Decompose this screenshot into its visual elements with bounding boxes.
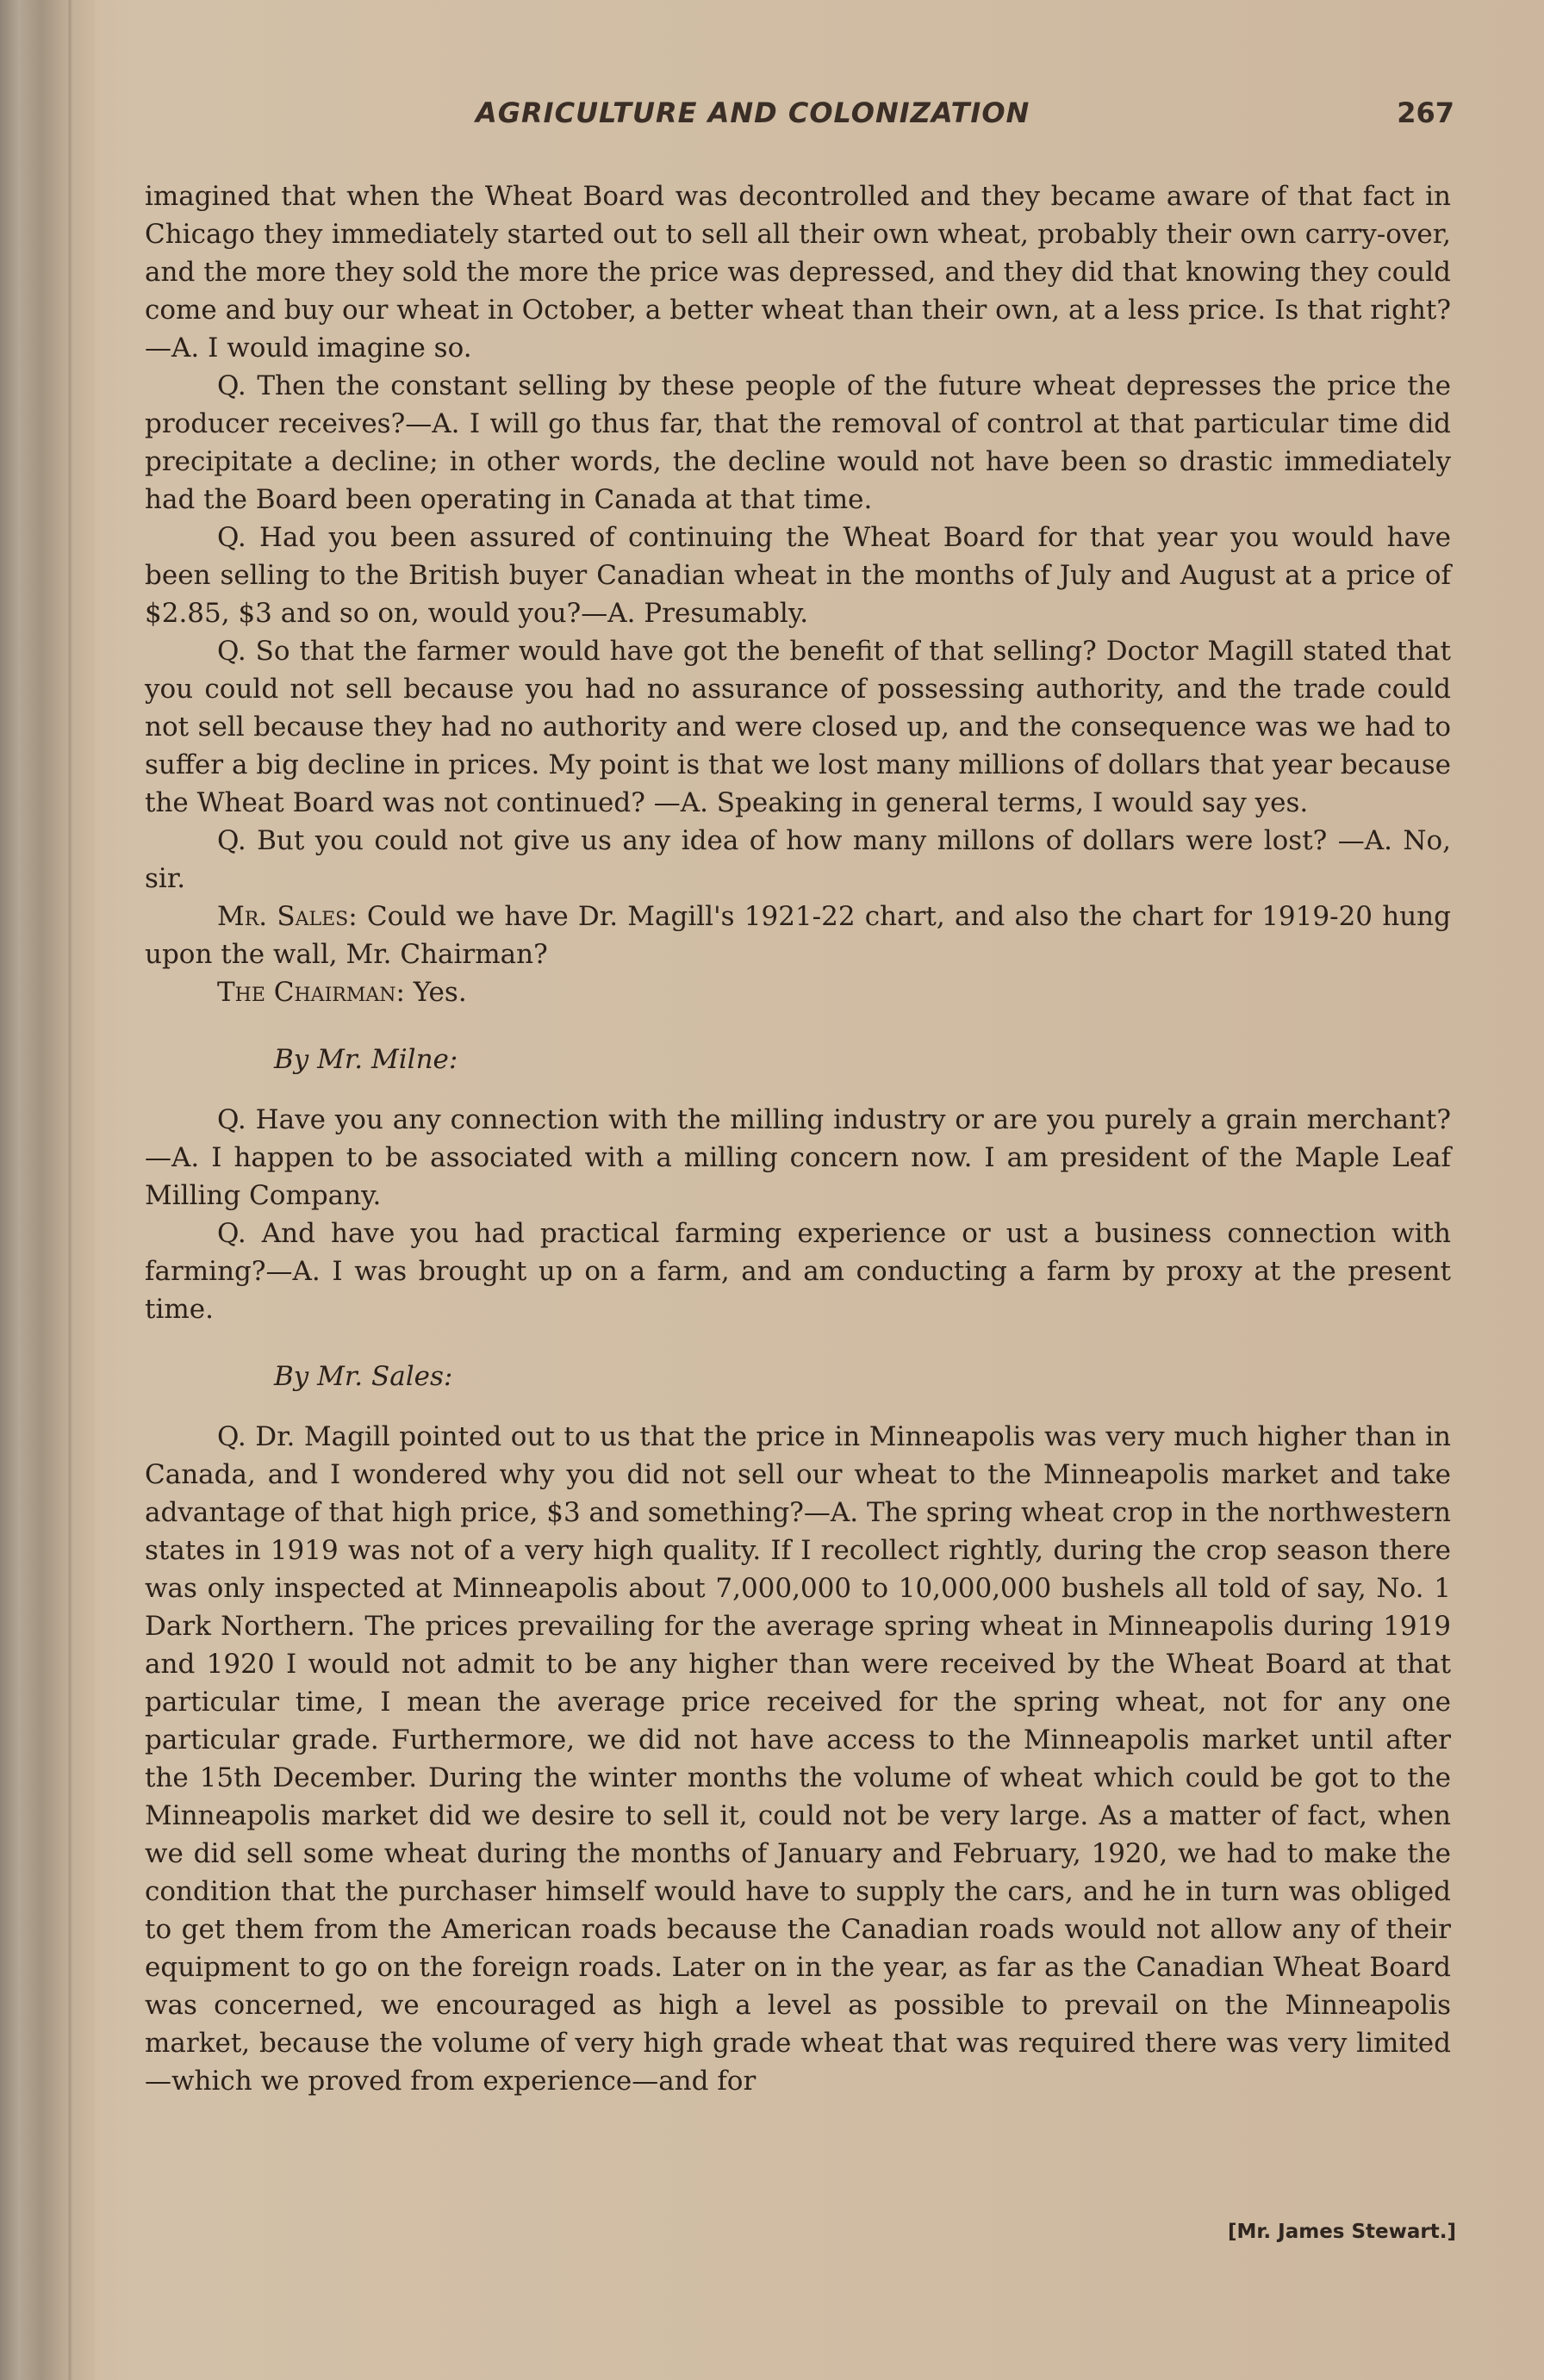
body-text (145, 177, 1451, 2100)
page-header (145, 96, 1454, 140)
paragraph-question: Q. But you could not give us any idea of how many millons of dollars were lost? —A. No, sir. (145, 825, 1451, 894)
speaker-chairman: The Chairman: (217, 977, 405, 1008)
paragraph-question: Q. Then the constant selling by these people of the future wheat depresses the price the producer receives?—A. I will go thus far, that the removal of control at that particular time did precipitate a decline; in other words, the decline would not have been so drastic immediately had the Board been operating in Canada at that time. (145, 370, 1451, 515)
paragraph-question: Q. Dr. Magill pointed out to us that the price in Minneapolis was very much higher than in Canada, and I wondered why you did not sell our wheat to the Minneapolis market and take advantage of that high price, $3 and something?—A. The spring wheat crop in the northwestern states in 1919 was not of a very high quality. If I recollect rightly, during the crop season there was only inspected at Minneapolis about 7,000,000 to 10,000,000 bushels all told of say, No. 1 Dark Northern. The prices prevailing for the average spring wheat in Minneapolis during 1919 and 1920 I would not admit to be any higher than were received by the Wheat Board at that particular time, I mean the average price received for the spring wheat, not for any one particular grade. Furthermore, we did not have access to the Minneapolis market until after the 15th December. During the winter months the volume of wheat which could be got to the Minneapolis market did we desire to sell it, could not be very large. As a matter of fact, when we did sell some wheat during the months of January and February, 1920, we had to make the condition that the purchaser himself would have to supply the cars, and he in turn was obliged to get them from the American roads because the Canadian roads would not allow any of their equipment to go on the foreign roads. Later on in the year, as far as the Canadian Wheat Board was concerned, we encouraged as high a level as possible to prevail on the Minneapolis market, because the volume of very high grade wheat that was required there was very limited—which we proved from experience—and for (145, 1421, 1451, 2097)
book-binding-edge (0, 0, 95, 2380)
running-head: AGRICULTURE AND COLONIZATION (476, 96, 1030, 129)
paragraph-question: Q. So that the farmer would have got the benefit of that selling? Doctor Magill stated that you could not sell because you had no assurance of possessing authority, and the trade could not sell because they had no authority and were closed up, and the consequence was we had to suffer a big decline in prices. My point is that we lost many millions of dollars that year because the Wheat Board was not continued? —A. Speaking in general terms, I would say yes. (145, 636, 1451, 818)
paragraph-chairman-reply (145, 973, 1451, 1011)
paragraph-question: Q. Have you any connection with the milling industry or are you purely a grain merchant?—A. I happen to be associated with a milling concern now. I am president of the Maple Leaf Milling Company. (145, 1104, 1451, 1211)
paragraph-question: Q. And have you had practical farming experience or ust a business connection with farming?—A. I was brought up on a farm, and am conducting a farm by proxy at the present time. (145, 1218, 1451, 1325)
paragraph-continued: imagined that when the Wheat Board was decontrolled and they became aware of that fact in Chicago they immediately started out to sell all their own wheat, probably their own carry-over, and the more they sold the more the price was depressed, and they did that knowing they could come and buy our wheat in October, a better wheat than their own, at a less price. Is that right?—A. I would imagine so. (145, 181, 1451, 364)
page-number: 267 (1397, 96, 1454, 129)
sales-request-text: Could we have Dr. Magill's 1921-22 chart, and also the chart for 1919-20 hung upon the wall, Mr. Chairman? (145, 901, 1451, 970)
speaker-mr-sales: Mr. Sales: (217, 901, 358, 932)
paragraph-sales-request (145, 898, 1451, 973)
binding-shadow (67, 0, 72, 2380)
chairman-reply-text: Yes. (404, 977, 467, 1008)
footer-attribution: [Mr. James Stewart.] (1227, 2221, 1456, 2243)
paragraph-question: Q. Had you been assured of continuing the Wheat Board for that year you would have been selling to the British buyer Canadian wheat in the months of July and August at a price of $2.85, $3 and so on, would you?—A. Presumably. (145, 522, 1451, 629)
byline-mr-sales: By Mr. Sales: (274, 1361, 453, 1392)
byline-mr-milne: By Mr. Milne: (274, 1044, 458, 1075)
